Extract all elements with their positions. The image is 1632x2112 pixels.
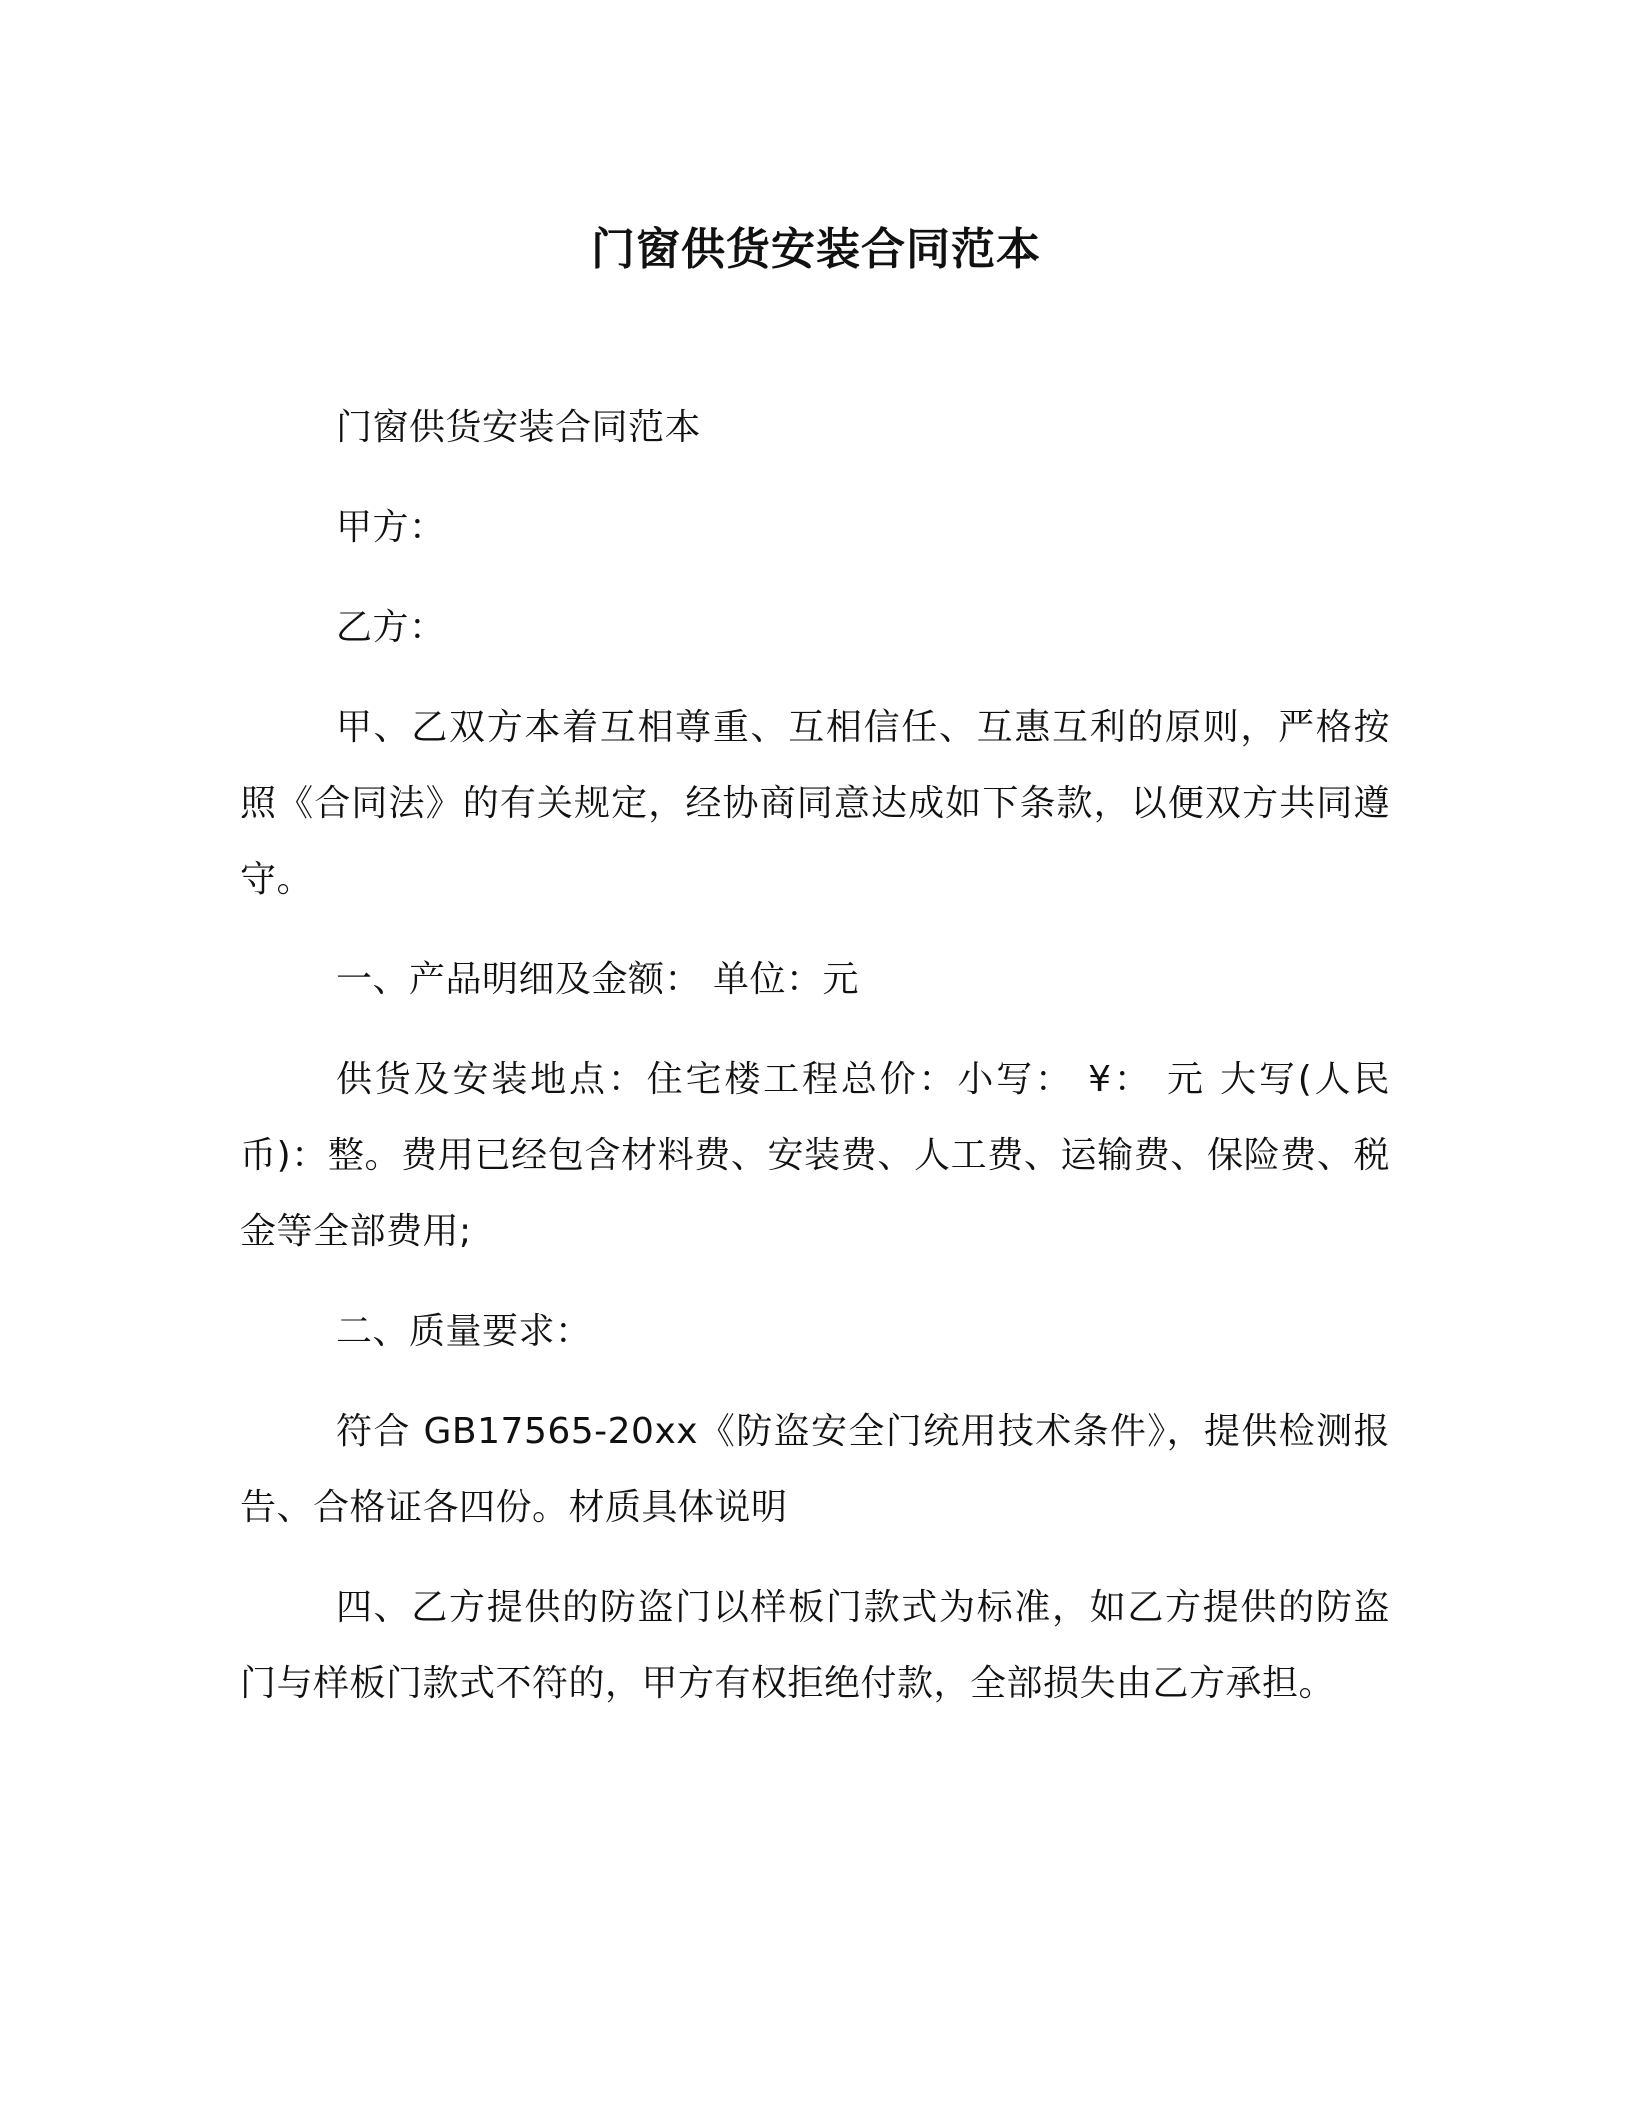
paragraph-party-b: 乙方：: [336, 607, 446, 648]
paragraph-section-2: 二、质量要求：: [336, 1311, 592, 1352]
paragraph-quality-standard: 符合 GB17565-20xx《防盗安全门统用技术条件》，提供检测报告、合格证各四份。材质具体说明: [240, 1411, 1390, 1528]
document-body: [240, 390, 1390, 1722]
paragraph-location-price: 供货及安装地点：住宅楼工程总价：小写： ¥： 元 大写(人民币)：整。费用已经包含材料费、安装费、人工费、运输费、保险费、税金等全部费用;: [240, 1059, 1390, 1252]
paragraph-section-4: 四、乙方提供的防盗门以样板门款式为标准，如乙方提供的防盗门与样板门款式不符的，甲方有权拒绝付款，全部损失由乙方承担。: [240, 1587, 1390, 1704]
paragraph-section-1: 一、产品明细及金额： 单位：元: [336, 959, 859, 1000]
paragraph-subtitle: 门窗供货安装合同范本: [336, 407, 702, 448]
paragraph-preamble: 甲、乙双方本着互相尊重、互相信任、互惠互利的原则，严格按照《合同法》的有关规定，经协商同意达成如下条款，以便双方共同遵守。: [240, 707, 1390, 900]
paragraph-party-a: 甲方：: [336, 507, 446, 548]
document-title: 门窗供货安装合同范本: [591, 224, 1041, 275]
